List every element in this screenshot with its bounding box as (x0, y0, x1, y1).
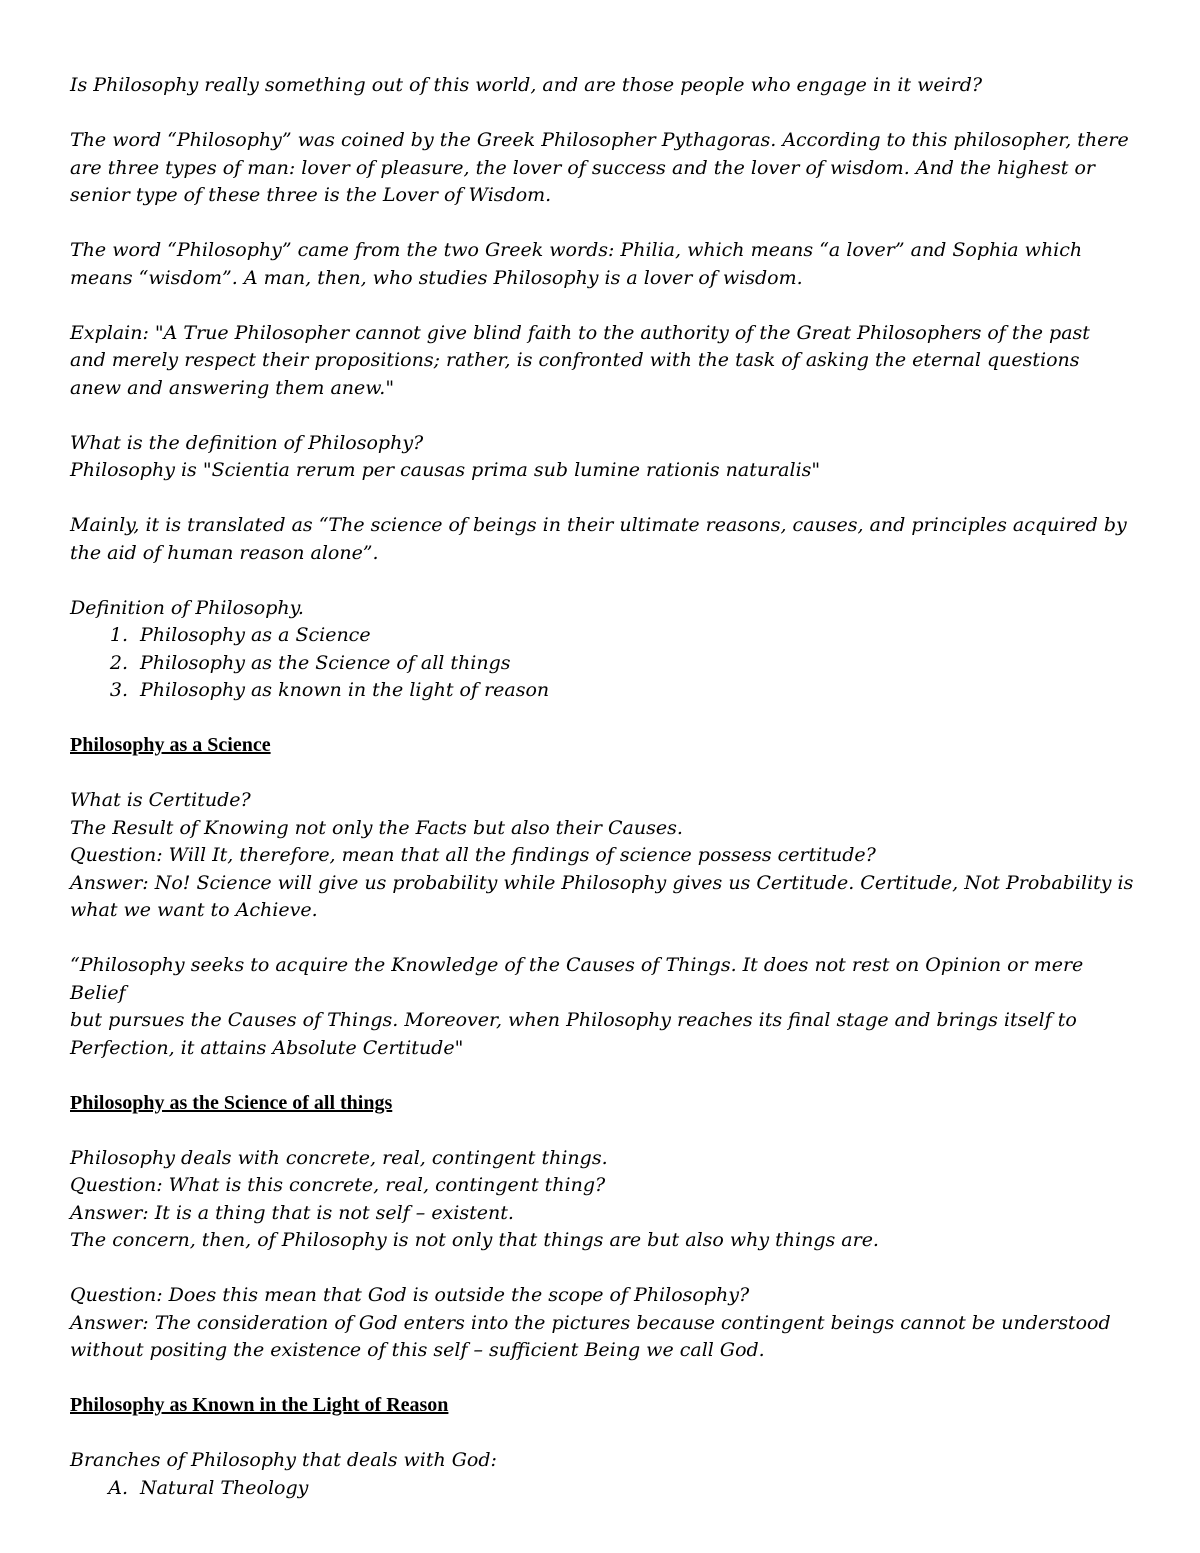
text-line: Explain: "A True Philosopher cannot give blind faith to the authority of the Great Philosophers of the past (70, 321, 1090, 344)
text-line: and merely respect their propositions; rather, is confronted with the task of asking the eternal questions (70, 349, 1080, 371)
section2-body (70, 1145, 1140, 1255)
list-item-text: Philosophy as the Science of all things (140, 651, 511, 674)
list-item (70, 1475, 1140, 1503)
text-line: What is Certitude? (70, 789, 251, 811)
text-line: Question: Will It, therefore, mean that all the findings of science possess certitude? (70, 844, 876, 866)
text-line: “Philosophy seeks to acquire the Knowledge of the Causes of Things. It does not rest on Opinion or mere Belief (70, 954, 1084, 1004)
paragraph-pythagoras (70, 127, 1140, 210)
intro-question: Is Philosophy really something out of this world, and are those people who engage in it weird? (70, 74, 983, 96)
list-marker: 2. (109, 651, 128, 674)
text-line: anew and answering them anew." (70, 376, 395, 399)
paragraph-translation (70, 512, 1140, 567)
list-item-text: Philosophy as known in the light of reason (140, 679, 550, 701)
list-marker: 1. (109, 624, 128, 646)
text-line: Philosophy deals with concrete, real, contingent things. (70, 1146, 608, 1169)
text-line: Question: What is this concrete, real, contingent thing? (70, 1174, 606, 1196)
definition-list-title: Definition of Philosophy. (70, 596, 304, 619)
text-line: Answer: No! Science will give us probability while Philosophy gives us Certitude. Certitude, Not Probability is (70, 871, 1134, 894)
text-line: The Result of Knowing not only the Facts but also their Causes. (70, 816, 683, 839)
list-marker: 3. (109, 679, 128, 701)
list-item (70, 622, 1140, 650)
text-line: The word “Philosophy” was coined by the Greek Philosopher Pythagoras. According to this philosopher, there (70, 129, 1129, 151)
list-item-text: Philosophy as a Science (140, 624, 371, 646)
list-item (70, 677, 1140, 705)
text-line: The concern, then, of Philosophy is not only that things are but also why things are. (70, 1229, 879, 1251)
text-line: Philosophy is "Scientia rerum per causas prima sub lumine rationis naturalis" (70, 459, 821, 481)
paragraph-explain (70, 320, 1140, 403)
list-marker: A. (108, 1476, 128, 1499)
section-heading-light-of-reason: Philosophy as Known in the Light of Reason (70, 1394, 449, 1416)
text-line: What is the definition of Philosophy? (70, 431, 424, 454)
section1-quote (70, 952, 1140, 1062)
section3-intro: Branches of Philosophy that deals with God: (70, 1449, 497, 1471)
text-line: Answer: It is a thing that is not self – existent. (70, 1201, 514, 1224)
text-line: The word “Philosophy” came from the two Greek words: Philia, which means “a lover” and Sophia which (70, 239, 1083, 261)
text-line: without positing the existence of this self – sufficient Being we call God. (70, 1339, 765, 1361)
branches-list (70, 1475, 1140, 1503)
section1-body (70, 787, 1140, 925)
section-heading-all-things: Philosophy as the Science of all things (70, 1091, 393, 1114)
text-line: Perfection, it attains Absolute Certitude" (70, 1036, 464, 1059)
document-page (70, 72, 1140, 1530)
section2-body-god (70, 1282, 1140, 1365)
text-line: but pursues the Causes of Things. Moreover, when Philosophy reaches its final stage and brings itself to (70, 1009, 1077, 1031)
list-item-text: Natural Theology (140, 1476, 309, 1499)
text-line: what we want to Achieve. (70, 899, 318, 921)
text-line: Answer: The consideration of God enters into the pictures because contingent beings cannot be understood (70, 1311, 1111, 1334)
text-line: the aid of human reason alone”. (70, 541, 379, 564)
definition-list (70, 622, 1140, 705)
list-item (70, 650, 1140, 678)
text-line: senior type of these three is the Lover of Wisdom. (70, 184, 552, 206)
text-line: Question: Does this mean that God is outside the scope of Philosophy? (70, 1284, 750, 1306)
paragraph-definition (70, 430, 1140, 485)
text-line: means “wisdom”. A man, then, who studies Philosophy is a lover of wisdom. (70, 266, 803, 289)
paragraph-etymology (70, 237, 1140, 292)
text-line: are three types of man: lover of pleasure, the lover of success and the lover of wisdom. And the highest or (70, 156, 1095, 179)
section-heading-science: Philosophy as a Science (70, 734, 271, 756)
text-line: Mainly, it is translated as “The science of beings in their ultimate reasons, causes, and principles acquired by (70, 514, 1127, 536)
